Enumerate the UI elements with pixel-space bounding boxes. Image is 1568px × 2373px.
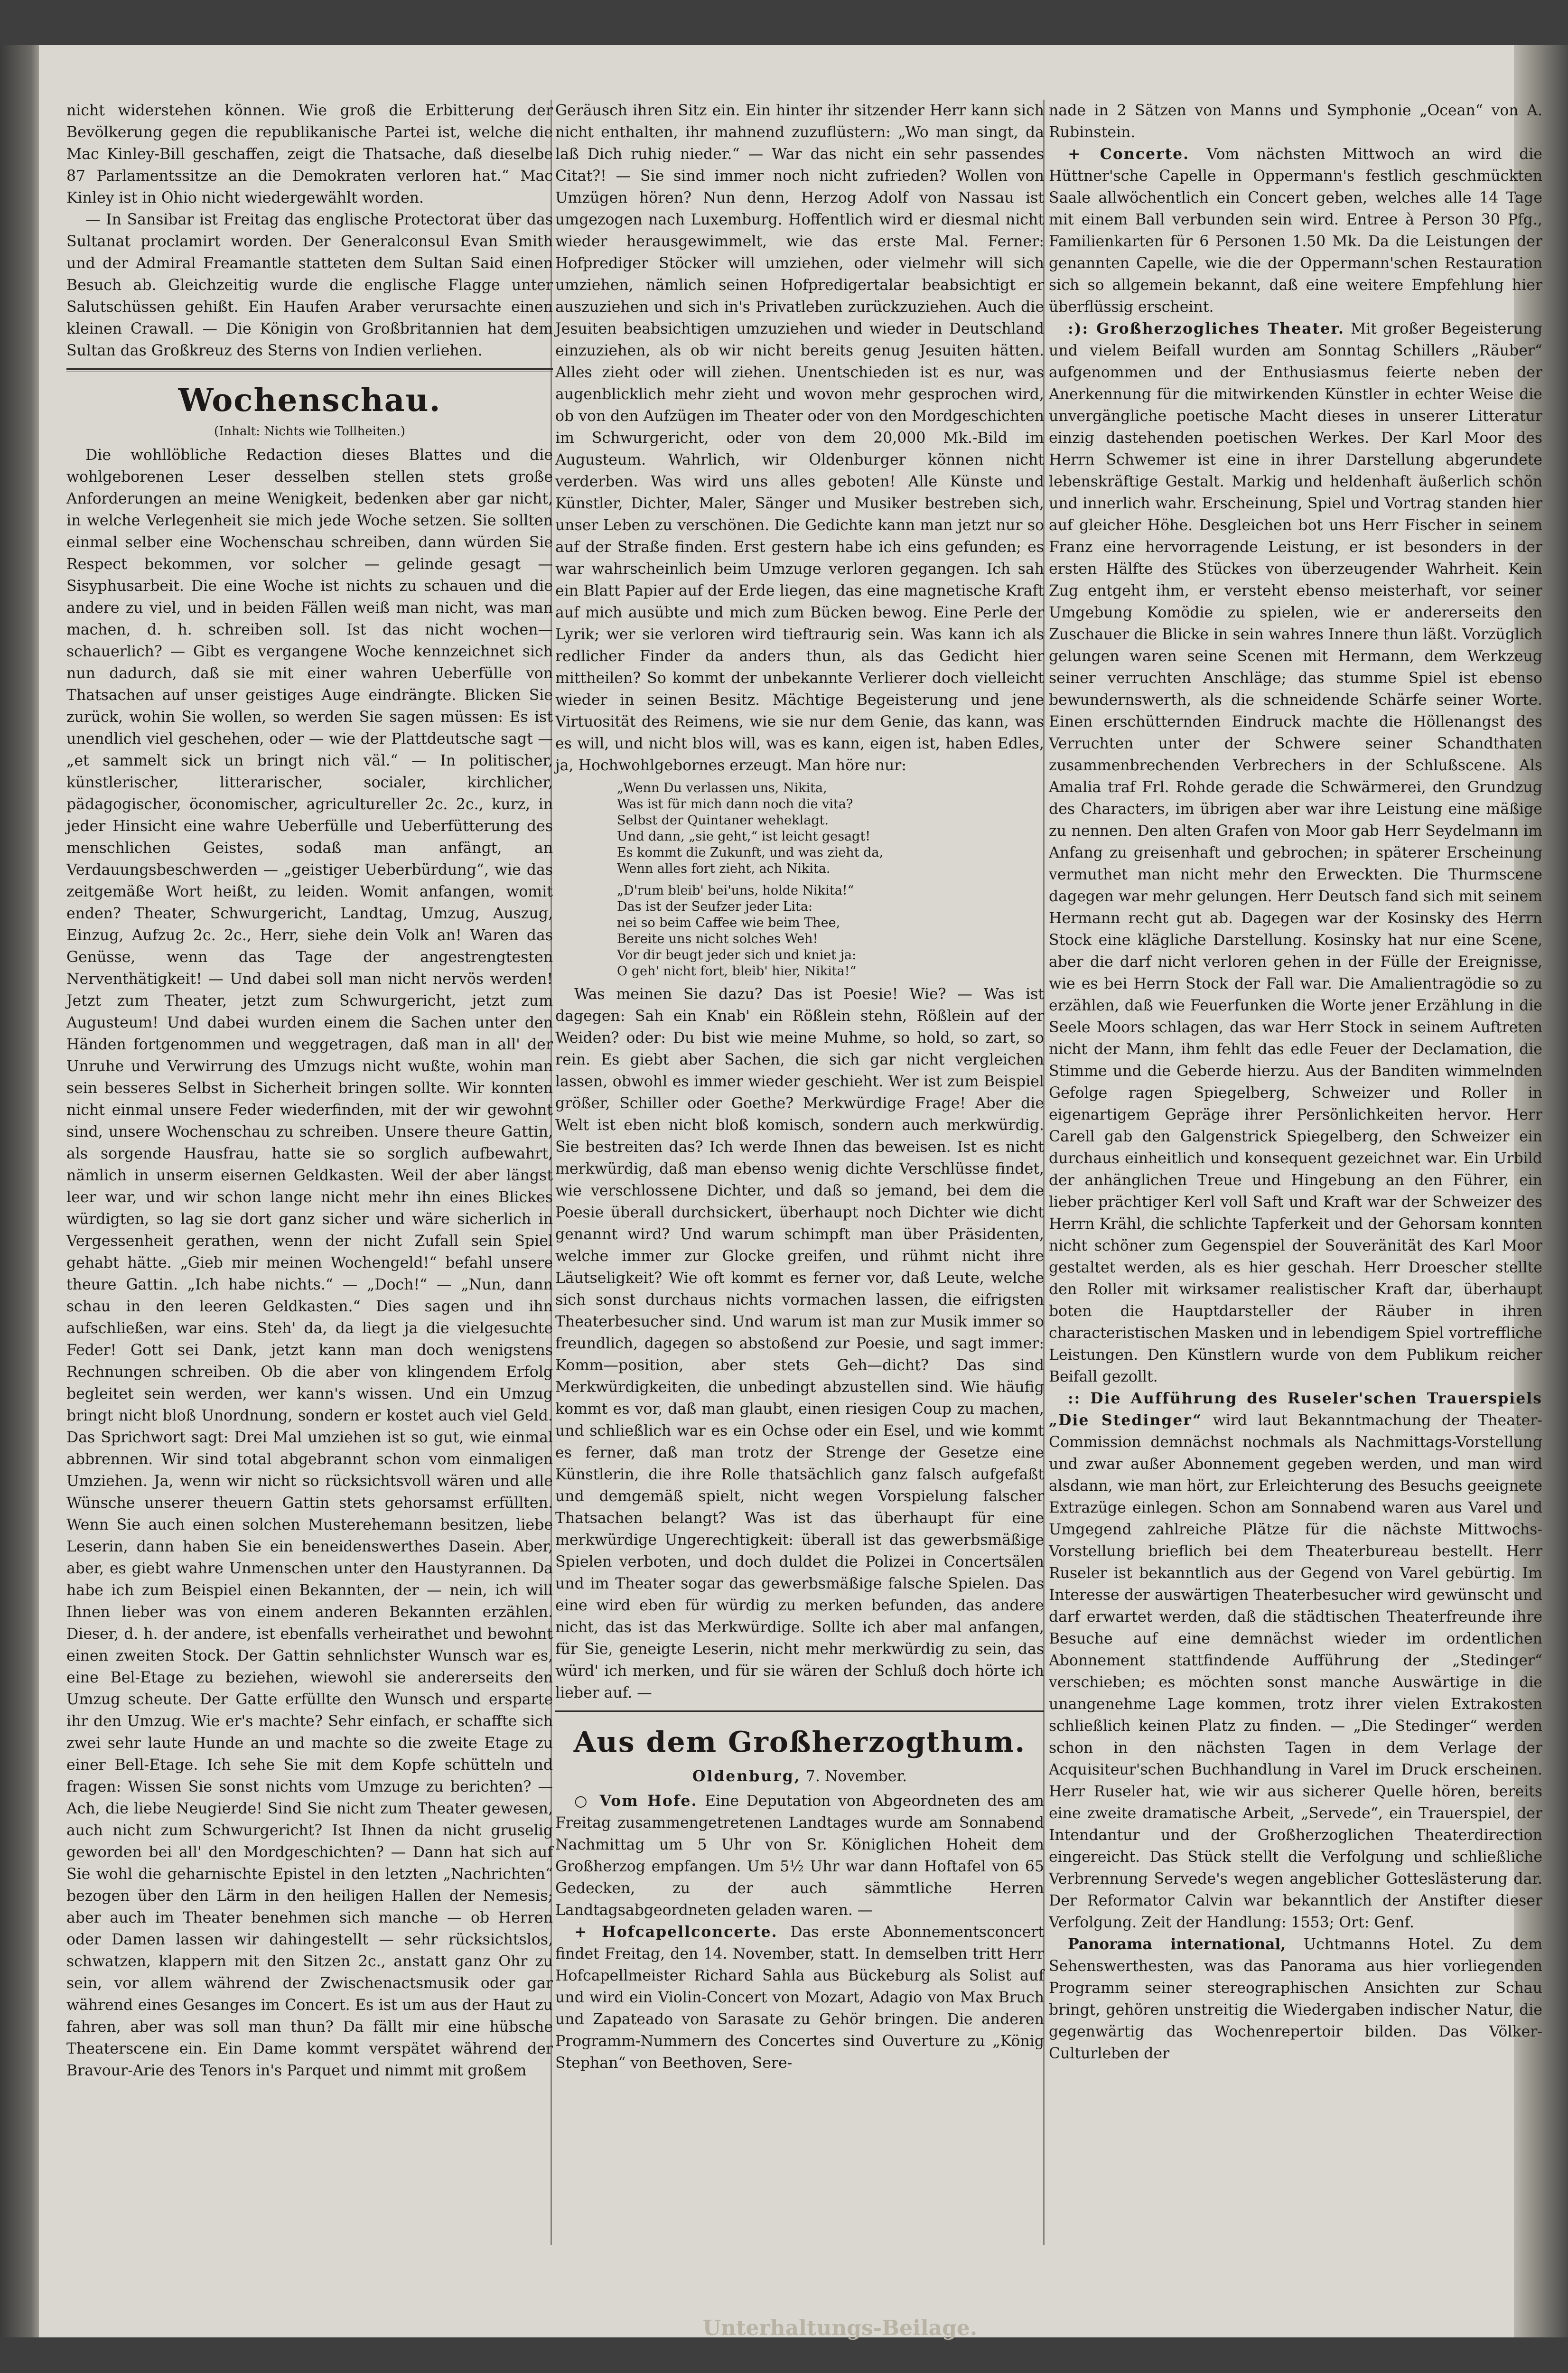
article-paragraph: nicht widerstehen können. Wie groß die Erbitterung der Bevölkerung gegen die republikanische Partei ist, welche die Mac Kinley-Bill geschaffen, zeigt die Thatsache, daß dieselbe 87 Parlamentssitze an die Demokraten verloren hat.“ Mac Kinley ist in Ohio nicht wiedergewählt worden. [66, 102, 553, 206]
ruseler-text: wird laut Bekanntmachung der Theater-Commission demnächst nochmals als Nachmittags-Vorstellung und zwar außer Abonnement gegeben werden, und man wird alsdann, wie man hört, zur Erleichterung des Besuchs geeignete Extrazüge einlegen. Schon am Sonnabend waren aus Varel und Umgegend zahlreiche Plätze für die nächste Mittwochs-Vorstellung brieflich bei dem Theaterbureau bestellt. Herr Ruseler ist bekanntlich aus der Gegend von Varel gebürtig. Im Interesse der auswärtigen Theaterbesucher wird gewünscht und darf erwartet werden, daß die städtischen Theaterfreunde ihre Besuche auf eine demnächst wieder im ordentlichen Abonnement stattfindende Aufführung der „Stedinger“ verschieben; es möchten sonst manche Auswärtige in die unangenehme Lage kommen, trotz ihrer vielen Extrakosten schließlich keinen Platz zu finden. — „Die Stedinger“ werden schon in den nächsten Tagen in dem Verlage der Acquisiteur'schen Buchhandlung in Varel im Druck erscheinen. Herr Ruseler hat, wie wir aus sicherer Quelle hören, bereits eine zweite dramatische Arbeit, „Servede“, ein Trauerspiel, der Intendantur und der Großherzoglichen Theaterdirection eingereicht. Das Stück stellt die Verfolgung und schließliche Verbrennung Servede's wegen angeblicher Gotteslästerung dar. Der Reformator Calvin war bekanntlich der Anstifter dieser Verfolgung. Zeit der Handlung: 1553; Ort: Genf. [1049, 1412, 1543, 1931]
poem-line: Bereite uns nicht solches Weh! [617, 932, 818, 946]
poem-line: „Wenn Du verlassen uns, Nikita, [617, 781, 827, 795]
dateline-city: Oldenburg, [692, 1767, 801, 1785]
wochenschau-subheading: (Inhalt: Nichts wie Tollheiten.) [214, 424, 405, 439]
concerte-marker: + Concerte. [1068, 145, 1190, 163]
grossherzogthum-heading: Aus dem Großherzogthum. [573, 1726, 1026, 1759]
section-divider [555, 1710, 1044, 1714]
column-1 [66, 100, 553, 2082]
poem-line: nei so beim Caffee wie beim Thee, [617, 916, 840, 930]
poem-line: Wenn alles fort zieht, ach Nikita. [617, 861, 831, 876]
scan-left-edge [0, 45, 39, 2337]
theater-paragraph [1049, 318, 1542, 1388]
theater-marker: :): Großherzogliches Theater. [1068, 320, 1344, 337]
footer-stamp: Unterhaltungs-Beilage. [702, 2316, 978, 2340]
theater-text: Mit großer Begeisterung und vielem Beifall wurden am Sonntag Schillers „Räuber“ aufgenommen und der Enthusiasmus feierte neben der Anerkennung für die mitwirkenden Künstler in echter Weise die unvergängliche poetische Macht dieses in unserer Litteratur einzig dastehenden poetischen Werkes. Der Karl Moor des Herrn Schwemer ist eine in ihrer Darstellung abgerundete lebenskräftige Gestalt. Markig und heldenhaft äußerlich schön und innerlich wahr. Erscheinung, Spiel und Vortrag standen hier auf gleicher Höhe. Desgleichen bot uns Herr Fischer in seinem Franz eine hervorragende Leistung, er ist besonders in der ersten Hälfte des Stückes von überzeugender Wahrheit. Kein Zug entgeht ihm, er versteht ebenso meisterhaft, vor seiner Umgebung Komödie zu spielen, wie er andererseits den Zuschauer die Blicke in sein wahres Innere thun läßt. Vorzüglich gelungen waren seine Scenen mit Hermann, dem Werkzeug seiner verruchten Anschläge; das stumme Spiel ist ebenso bewundernswerth, als die schneidende Schärfe seiner Worte. Einen erschütternden Eindruck machte die Höllenangst des Verruchten unter der Schwere seiner Schandthaten zusammenbrechenden Verbrechers in der Schlußscene. Als Amalia traf Frl. Rohde gerade die Schwärmerei, den Grundzug des Characters, im übrigen aber war ihre Leistung eine mäßige zu nennen. Den alten Grafen von Moor gab Herr Seydelmann im Anfang zu greisenhaft und gebrochen; in späterer Erscheinung vermuthet man nicht mehr den Erweckten. Die Thurmscene dagegen war mehr gelungen. Herr Deutsch fand sich mit seinem Hermann recht gut ab. Dagegen war der Kosinsky des Herrn Stock eine klägliche Darstellung. Kosinsky hat nur eine Scene, aber die darf nicht verloren gehen in der Fülle der Ereignisse, wie es bei Herrn Stock der Fall war. Die Amalientragödie so zu erzählen, daß wie Feuerfunken die Worte jener Erzählung in die Seele Moors schlagen, das war Herr Stock in seinem Auftreten nicht der Mann, ihm fehlt das edle Feuer der Declamation, die Stimme und die Geberde hierzu. Aus der Banditen wimmelnden Gefolge ragen Spiegelberg, Schweizer und Roller in eigenartigem Gepräge ihrer Persönlichkeiten hervor. Herr Carell gab den Galgenstrick Spiegelberg, den Schweizer ein durchaus einheitlich und konsequent gezeichnet war. Ein Urbild der anhänglichen Treue und Hingebung an den Führer, ein lieber prächtiger Kerl voll Saft und Kraft war der Schweizer des Herrn Krähl, die schlichte Tapferkeit und der Gehorsam konnten nicht schöner zum Gegenspiel der Souveränität des Karl Moor gestaltet werden, als es hier geschah. Herr Droescher stellte den Roller mit wirksamer realistischer Kraft dar, überhaupt boten die Hauptdarsteller der Räuber in ihren characteristischen Masken und in lebendigem Spiel vortreffliche Leistungen. Den Künstlern wurde von dem Publikum reicher Beifall gezollt. [1049, 320, 1543, 1385]
hofe-paragraph [555, 1790, 1044, 1921]
ruseler-paragraph [1049, 1388, 1542, 1934]
poem-line: Und dann, „sie geht,“ ist leicht gesagt! [617, 829, 871, 844]
hofcapell-text: Das erste Abonnementsconcert findet Freitag, den 14. November, statt. In demselben tritt Herr Hofcapellmeister Richard Sahla aus Bückeburg als Solist auf und wird ein Violin-Concert von Mozart, Adagio von Max Bruch und Zapateado von Sarasate zu Gehör bringen. Die anderen Programm-Nummern des Concertes sind Ouverture zu „König Stephan“ von Beethoven, Sere- [555, 1924, 1044, 2072]
poem-line: Selbst der Quintaner weheklagt. [617, 813, 829, 828]
concerte-paragraph [1049, 143, 1542, 318]
dateline [555, 1766, 1044, 1787]
hofcapell-paragraph [555, 1921, 1044, 2074]
hofe-marker: ○ Vom Hofe. [574, 1792, 698, 1810]
poem-line: Vor dir beugt jeder sich und kniet ja: [617, 948, 857, 962]
sansibar-paragraph: — In Sansibar ist Freitag das englische Protectorat über das Sultanat proclamirt worden. Der Generalconsul Evan Smith und der Admiral Freamantle statteten dem Sultan Said einen Besuch ab. Gleichzeitig wurde die englische Flagge unter Salutschüssen gehißt. Ein Haufen Araber verursachte einen kleinen Crawall. — Die Königin von Großbritannien hat dem Sultan das Großkreuz des Sterns von Indien verliehen. [66, 211, 553, 359]
poem-line: O geh' nicht fort, bleib' hier, Nikita!“ [617, 964, 857, 979]
wochenschau-paragraph: Was meinen Sie dazu? Das ist Poesie! Wie? — Was ist dagegen: Sah ein Knab' ein Rößlein stehn, Rößlein auf der Weiden? oder: Du bist wie meine Muhme, so hold, so zart, so rein. Es giebt aber Sachen, die sich gar nicht vergleichen lassen, obwohl es immer wieder geschieht. Wer ist zum Beispiel größer, Schiller oder Goethe? Merkwürdige Frage! Aber die Welt ist eben nicht bloß komisch, sondern auch merkwürdig. Sie bestreiten das? Ich werde Ihnen das beweisen. Ist es nicht merkwürdig, daß man ebenso wenig dichte Verschlüsse findet, wie verschlossene Dichter, und daß so jemand, bei dem die Poesie überall durchsickert, überhaupt noch Dichter wie dicht genannt wird? Und warum schimpft man über Präsidenten, welche immer zur Glocke greifen, und rühmt nicht ihre Läutseligkeit? Wie oft kommt es ferner vor, daß Leute, welche sich sonst durchaus nichts vormachen lassen, die eifrigsten Theaterbesucher sind. Und warum ist man zur Musik immer so freundlich, dagegen so abstoßend zur Poesie, und sagt immer: Komm—position, aber stets Geh—dicht? Das sind Merkwürdigkeiten, die unbedingt abzustellen sind. Wie häufig kommt es vor, daß man glaubt, einen riesigen Coup zu machen, und schließlich war es ein Ochse oder ein Esel, und wie kommt es ferner, daß man trotz der Strenge der Gesetze eine Künstlerin, die ihre Rolle thatsächlich ganz falsch aufgefaßt und demgemäß spielt, nicht wegen Vorspielung falscher Thatsachen belangt? Was ist das überhaupt für eine merkwürdige Ungerechtigkeit: überall ist das gewerbsmäßige Spielen verboten, und doch duldet die Polizei in Concertsälen und im Theater sogar das gewerbsmäßige falsche Spielen. Das eine wird eben für würdig zu merken befunden, das andere nicht, das ist das Merkwürdige. Sollte ich aber mal anfangen, für Sie, geneigte Leserin, nicht mehr merkwürdig zu sein, das würd' ich merken, und für sie wären der Schluß doch hörte ich lieber auf. — [555, 986, 1044, 1701]
hofcapell-marker: + Hofcapellconcerte. [574, 1923, 778, 1941]
concerte-text: Vom nächsten Mittwoch an wird die Hüttner'sche Capelle in Oppermann's festlich geschmückten Saale allwöchentlich ein Concert geben, welches alle 14 Tage mit einem Ball verbunden sein wird. Entree à Person 30 Pfg., Familienkarten für 6 Personen 1.50 Mk. Da die Leistungen der genannten Capelle, wie die der Oppermann'schen Restauration sich so allgemein bekannt, daß eine weitere Empfehlung hier überflüssig erscheint. [1049, 146, 1542, 316]
poem-line: Was ist für mich dann noch die vita? [617, 797, 853, 812]
poem-line: „D'rum bleib' bei'uns, holde Nikita!“ [617, 883, 854, 898]
poem-line: Das ist der Seufzer jeder Lita: [617, 899, 813, 914]
column-2 [555, 100, 1044, 2074]
panorama-paragraph [1049, 1934, 1542, 2065]
panorama-marker: Panorama international, [1068, 1935, 1286, 1953]
dateline-date: 7. November. [805, 1768, 907, 1785]
panorama-text: Uchtmanns Hotel. Zu dem Sehenswerthesten, was das Panorama aus hier vorliegenden Programm seiner stereographischen Ansichten zur Schau bringt, gehören unstreitig die Wiedergaben indischer Natur, die gegenwärtig das Wochenrepertoir bilden. Das Völker-Culturleben der [1049, 1936, 1542, 2062]
wochenschau-body: Die wohllöbliche Redaction dieses Blattes und die wohlgeborenen Leser desselben stellen stets große Anforderungen an meine Wenigkeit, bedenken aber gar nicht, in welche Verlegenheit sie mich jede Woche setzen. Sie sollten einmal selber eine Wochenschau schreiben, dann würden Sie Respect bekommen, vor solcher — gelinde gesagt — Sisyphusarbeit. Die eine Woche ist nichts zu schauen und die andere zu viel, und in beiden Fällen weiß man nicht, was man machen, d. h. schreiben soll. Ist das nicht wochen—schauerlich? — Gibt es vergangene Woche kennzeichnet sich nun dadurch, daß sie mit einer wahren Ueberfülle von Thatsachen auf unser geistiges Auge eindrängte. Blicken Sie zurück, wohin Sie wollen, so werden Sie sagen müssen: Es ist unendlich viel geschehen, oder — wie der Plattdeutsche sagt — „et sammelt sick un bringt nich väl.“ — In politischer, künstlerischer, litterarischer, socialer, kirchlicher, pädagogischer, öconomischer, agricultureller 2c. 2c., kurz, in jeder Hinsicht eine wahre Ueberfülle und Ueberfütterung des menschlichen Geistes, sodaß man anfängt, an Verdauungsbeschwerden — „geistiger Ueberbürdung“, wie das zeitgemäße Wort heißt, zu leiden. Womit anfangen, womit enden? Theater, Schwurgericht, Landtag, Umzug, Auszug, Einzug, Aufzug 2c. 2c., Herr, siehe dein Volk an! Waren das Genüsse, wenn das Tage der angestrengtesten Nerventhätigkeit! — Und dabei soll man nicht nervös werden! Jetzt zum Theater, jetzt zum Schwurgericht, jetzt zum Augusteum! Und dabei wurden einem die Sachen unter den Händen fortgenommen und weggetragen, daß man in all' der Unruhe und Verwirrung des Umzugs nicht wußte, wohin man sein besseres Selbst in Sicherheit bringen sollte. Wir konnten nicht einmal unsere Feder wiederfinden, mit der wir gewohnt sind, unsere Wochenschau zu schreiben. Unsere theure Gattin, als sorgende Hausfrau, hatte sie so sorglich aufbewahrt, nämlich in unserm eisernen Geldkasten. Weil der aber längst leer war, und wir schon lange nicht mehr ihn eines Blickes würdigten, so lag sie dort ganz sicher und wäre sicherlich in Vergessenheit gerathen, wenn der nicht Zufall sein Spiel gehabt hätte. „Gieb mir meinen Wochengeld!“ befahl unsere theure Gattin. „Ich habe nichts.“ — „Doch!“ — „Nun, dann schau in den leeren Geldkasten.“ Dies sagen und ihn aufschließen, war eins. Steh' da, da liegt ja die vielgesuchte Feder! Gott sei Dank, jetzt kann man doch wenigstens Rechnungen schreiben. Ob die aber von klingendem Erfolg begleitet sein werden, wer kann's wissen. Und ein Umzug bringt nicht bloß Unordnung, sondern er kostet auch viel Geld. Das Sprichwort sagt: Drei Mal umziehen ist so gut, wie einmal abbrennen. Wir sind total abgebrannt schon vom einmaligen Umziehen. Ja, wenn wir nicht so rücksichtsvoll wären und alle Wünsche unserer theuern Gattin stets gehorsamst erfüllten. Wenn Sie auch einen solchen Musterehemann besitzen, liebe Leserin, dann haben Sie ein beneidenswerthes Dasein. Aber, aber, es giebt wahre Unmenschen unter den Haustyrannen. Da habe ich zum Beispiel einen Bekannten, der — nein, ich will Ihnen lieber was von einem anderen Bekannten erzählen. Dieser, d. h. der andere, ist ebenfalls verheirathet und bewohnt einen zweiten Stock. Der Gattin sehnlichster Wunsch war es, eine Bel-Etage zu beziehen, wiewohl sie andererseits den Umzug scheute. Der Gatte erfüllte den Wunsch und ersparte ihr den Umzug. Wie er's machte? Sehr einfach, er schaffte sich zwei sehr laute Hunde an und machte so die zweite Etage zu einer Bell-Etage. Ich sehe Sie mit dem Kopfe schütteln und fragen: Wissen Sie sonst nichts vom Umzuge zu berichten? — Ach, die liebe Neugierde! Sind Sie nicht zum Theater gewesen, auch nicht zum Schwurgericht? Ist Ihnen da nicht gruselig geworden bei all' den Mordgeschichten? — Dann hat sich auf Sie wohl die geharnischte Epistel in den letzten „Nachrichten“ bezogen über den Lärm in den heiligen Hallen der Nemesis; aber auch im Theater benehmen sich manche — ob Herren oder Damen lassen wir dahingestellt — sehr rücksichtslos, schwatzen, klappern mit den Sitzen 2c., anstatt ganz Ohr zu sein, vor allem während der Zwischenactsmusik oder gar während eines Gesanges im Concert. Es ist um aus der Haut zu fahren, aber was soll man thun? Da fällt mir eine hübsche Theaterscene ein. Ein Dame kommt verspätet während der Bravour-Arie des Tenors in's Parquet und nimmt mit großem [66, 447, 553, 2079]
wochenschau-continued: Geräusch ihren Sitz ein. Ein hinter ihr sitzender Herr kann sich nicht enthalten, ihr mahnend zuzuflüstern: „Wo man singt, da laß Dich ruhig nieder.“ — War das nicht ein sehr passendes Citat?! — Sie sind immer noch nicht zufrieden? Wollen von Umzügen hören? Nun denn, Herzog Adolf von Nassau ist umgezogen nach Luxemburg. Hoffentlich wird er diesmal nicht wieder herausgewimmelt, wie das erste Mal. Ferner: Hofprediger Stöcker will umziehen, oder vielmehr will sich umziehen, nämlich seinen Hofpredigertalar beabsichtigt er auszuziehen und sich in's Privatleben zurückzuziehen. Auch die Jesuiten beabsichtigen umzuziehen und wieder in Deutschland einzuziehen, als ob wir nicht bereits genug Jesuiten hätten. Alles zieht oder will ziehen. Unentschieden ist es nur, was augenblicklich mehr zieht und wovon mehr gesprochen wird, ob von den Aufzügen im Theater oder von den Mordgeschichten im Schwurgericht, oder von dem 20,000 Mk.-Bild im Augusteum. Wahrlich, wir Oldenburger können nicht verderben. Was wird uns alles geboten! Alle Künste und Künstler, Dichter, Maler, Sänger und Musiker bestreben sich, unser Leben zu verschönen. Die Gedichte kann man jetzt nur so auf der Straße finden. Erst gestern habe ich eins gefunden; es war wahrscheinlich beim Umzuge verloren gegangen. Ich sah ein Blatt Papier auf der Erde liegen, das eine magnetische Kraft auf mich ausübte und mich zum Bücken bewog. Eine Perle der Lyrik; wer sie verloren wird tieftraurig sein. Was kann ich als redlicher Finder da anders thun, als das Gedicht hier mittheilen? So kommt der unbekannte Verlierer doch vielleicht wieder in seinen Besitz. Mächtige Begeisterung und jene Virtuosität des Reimens, wie sie nur dem Genie, das kann, was es will, und nicht blos will, was es kann, eigen ist, haben Edles, ja, Hochwohlgebornes erzeugt. Man höre nur: [555, 102, 1044, 774]
section-divider [66, 368, 553, 372]
wochenschau-heading: Wochenschau. [178, 382, 441, 419]
hofe-text: Eine Deputation von Abgeordneten des am Freitag zusammengetretenen Landtages wurde am Sonnabend Nachmittag um 5 Uhr von Sr. Königlichen Hoheit dem Großherzog empfangen. Um 5½ Uhr war dann Hoftafel von 65 Gedecken, zu der auch sämmtliche Herren Landtagsabgeordneten geladen waren. — [555, 1793, 1045, 1919]
poem-line: Es kommt die Zukunft, und was zieht da, [617, 845, 884, 860]
serenade-line: nade in 2 Sätzen von Manns und Symphonie „Ocean“ von A. Rubinstein. [1049, 102, 1542, 141]
ruseler-marker: :: Die Aufführung des Ruseler'schen Trauerspiels „Die Stedinger“ [1049, 1390, 1542, 1429]
poem [617, 780, 1044, 980]
column-3 [1049, 100, 1542, 2065]
